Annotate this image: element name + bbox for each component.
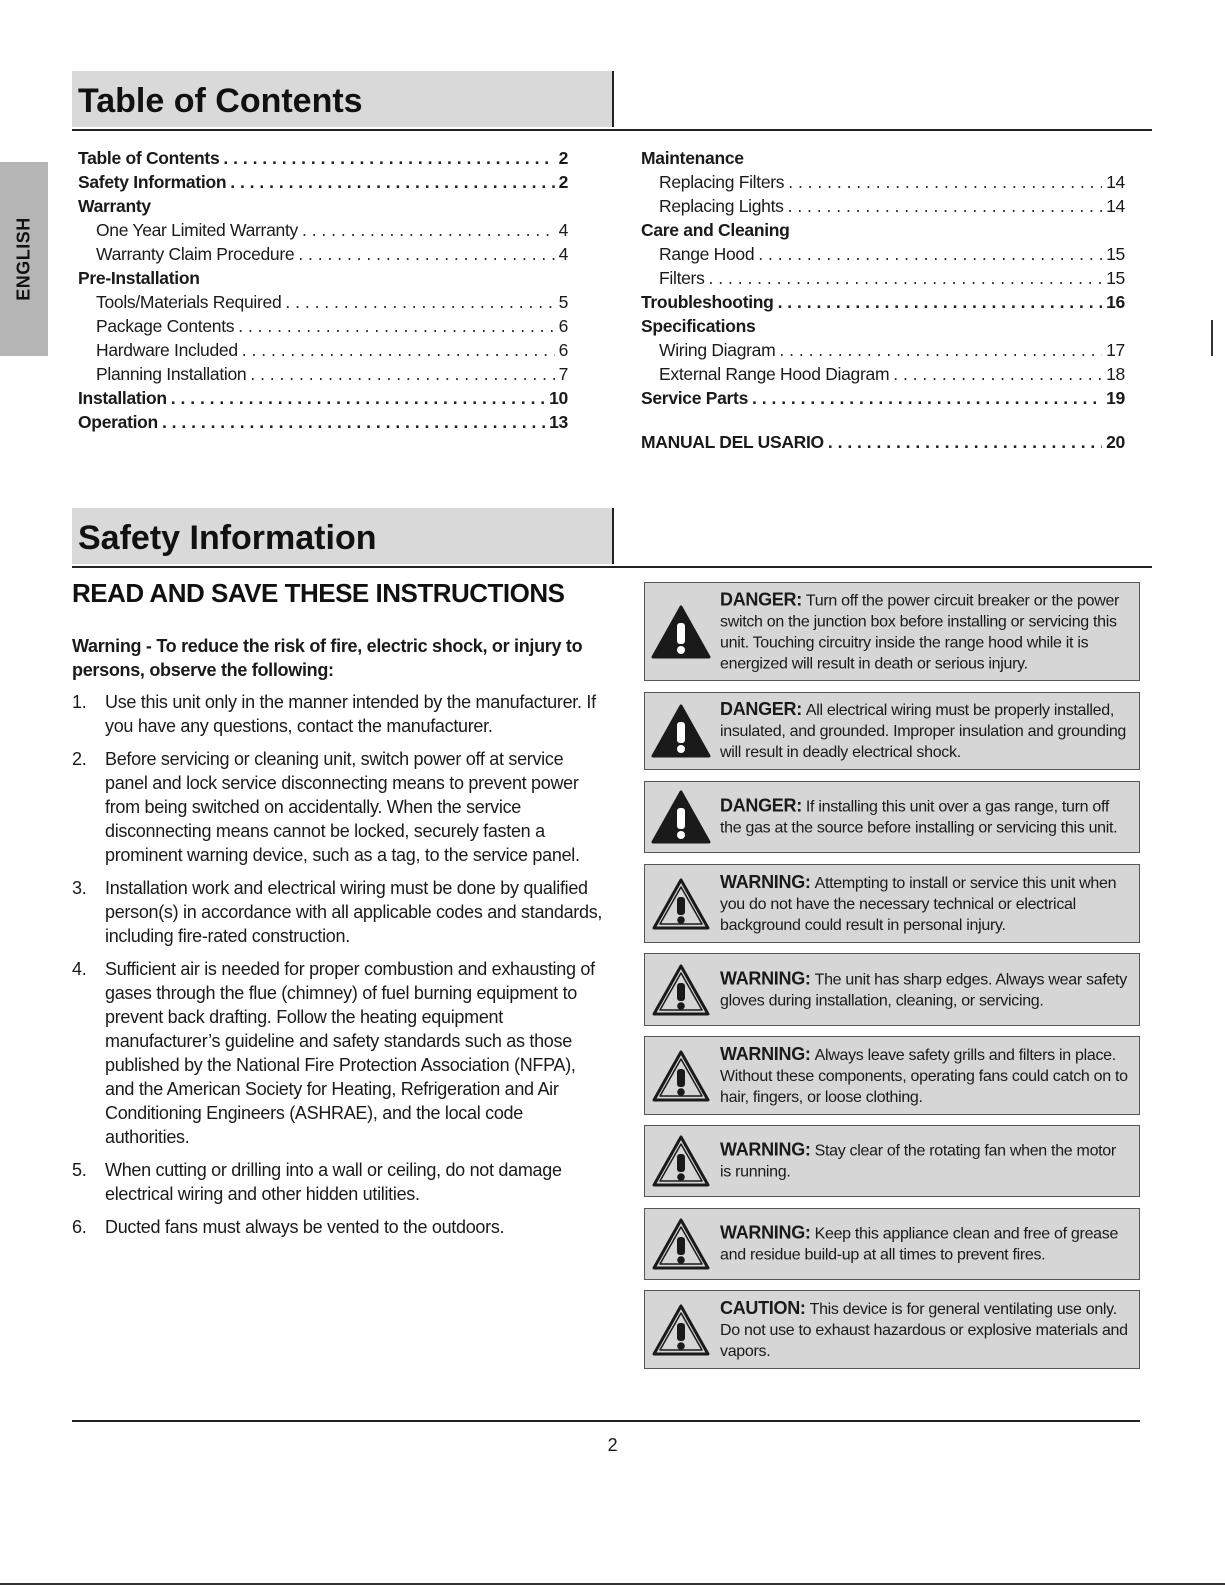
toc-entry-page: 19: [1106, 388, 1125, 408]
warning-notice: [644, 864, 1140, 943]
instruction-item: [72, 747, 607, 867]
toc-entry-label: Troubleshooting: [641, 292, 774, 312]
toc-leader-dots: [752, 388, 1102, 409]
toc-entry: [78, 172, 568, 196]
instruction-number: 2.: [72, 749, 87, 769]
warning-intro: Warning - To reduce the risk of fire, electric shock, or injury to persons, observe the following:: [72, 636, 583, 680]
toc-entry-label: Table of Contents: [78, 148, 220, 168]
notice-text-block: [720, 699, 1131, 763]
toc-entry-label: Warranty: [78, 196, 151, 216]
toc-right-column: [641, 148, 1125, 456]
notice-text-block: [720, 1298, 1131, 1362]
notice-signal-word: CAUTION:: [720, 1297, 806, 1318]
notice-text: Always leave safety grills and filters in place. Without these components, operating fans could catch on to hair, fingers, or loose clothing.: [720, 1046, 1128, 1106]
toc-entry-page: 5: [558, 292, 568, 312]
toc-entry: [641, 268, 1125, 292]
toc-leader-dots: [778, 292, 1103, 313]
toc-entry-page: 2: [558, 148, 568, 168]
toc-entry: [78, 220, 568, 244]
safety-header-box: [72, 508, 614, 564]
toc-entry-label: Range Hood: [659, 244, 755, 264]
toc-entry-label: One Year Limited Warranty: [96, 220, 298, 240]
toc-entry: [641, 292, 1125, 316]
notice-signal-word: WARNING:: [720, 871, 811, 892]
instruction-number: 5.: [72, 1160, 87, 1180]
toc-entry-label: Specifications: [641, 316, 756, 336]
toc-entry-label: Hardware Included: [96, 340, 238, 360]
notice-text-block: [720, 1140, 1131, 1183]
caution-notice: [644, 1290, 1140, 1369]
toc-leader-dots: [242, 340, 555, 361]
toc-entry-page: 2: [558, 172, 568, 192]
instruction-text: Before servicing or cleaning unit, switch power off at service panel and lock service disconnecting means to prevent power from being switched on accidentally. When the service disconnecting means cannot be locked, securely fasten a prominent warning device, such as a tag, to the service panel.: [105, 749, 580, 865]
toc-entry-page: 14: [1106, 196, 1125, 216]
toc-entry-label: Wiring Diagram: [659, 340, 776, 360]
toc-entry-label: Pre-Installation: [78, 268, 200, 288]
warning-triangle-icon: [651, 1133, 711, 1189]
toc-entry-label: Filters: [659, 268, 705, 288]
notice-text: Stay clear of the rotating fan when the motor is running.: [720, 1142, 1116, 1181]
toc-leader-dots: [162, 412, 545, 433]
toc-entry: [78, 148, 568, 172]
toc-entry-label: Safety Information: [78, 172, 227, 192]
page-number: 2: [607, 1435, 618, 1455]
toc-entry-label: Replacing Filters: [659, 172, 785, 192]
notice-signal-word: DANGER:: [720, 699, 802, 719]
warning-triangle-icon: [651, 876, 711, 932]
notice-signal-word: DANGER:: [720, 795, 802, 816]
warning-triangle-icon: [651, 962, 711, 1018]
toc-entry: [78, 364, 568, 388]
toc-entry-page: 15: [1106, 268, 1125, 288]
toc-entry-page: 15: [1106, 244, 1125, 264]
instruction-list: [72, 690, 607, 1248]
toc-entry-page: 6: [558, 340, 568, 360]
notice-text: If installing this unit over a gas range, turn off the gas at the source before installing or servicing this unit.: [720, 798, 1118, 837]
toc-entry-label: Warranty Claim Procedure: [96, 244, 295, 264]
toc-entry-label: Service Parts: [641, 388, 749, 408]
instruction-text: Installation work and electrical wiring must be done by qualified person(s) in accordance with all applicable codes and standards, including fire-rated construction.: [105, 878, 603, 946]
warning-triangle-icon: [651, 1302, 711, 1358]
notice-signal-word: WARNING:: [720, 1139, 811, 1160]
warning-notice: [644, 953, 1140, 1026]
warning-triangle-icon: [651, 1216, 711, 1272]
toc-leader-dots: [223, 148, 554, 169]
instruction-text: Use this unit only in the manner intended by the manufacturer. If you have any questions, contact the manufacturer.: [105, 692, 596, 736]
notice-signal-word: WARNING:: [720, 1222, 811, 1243]
danger-triangle-icon: [651, 604, 711, 660]
toc-leader-dots: [298, 244, 554, 265]
toc-entry-label: External Range Hood Diagram: [659, 364, 890, 384]
notice-text-block: [720, 1044, 1131, 1108]
toc-leader-dots: [171, 388, 545, 409]
toc-entry-page: 6: [558, 316, 568, 336]
warning-notice: [644, 1208, 1140, 1280]
toc-entry: [78, 340, 568, 364]
instruction-item: [72, 690, 607, 738]
toc-entry-label: MANUAL DEL USARIO: [641, 432, 824, 452]
toc-title: Table of Contents: [78, 82, 363, 120]
toc-entry-label: Care and Cleaning: [641, 220, 790, 240]
read-save-heading: READ AND SAVE THESE INSTRUCTIONS: [72, 578, 565, 608]
instruction-number: 6.: [72, 1217, 87, 1237]
notice-text: Turn off the power circuit breaker or the power switch on the junction box before installing or servicing this unit. Touching circuitry inside the range hood while it is energized will result in death or serious injury.: [720, 592, 1120, 672]
notice-signal-word: WARNING:: [720, 968, 811, 988]
notice-text-block: [720, 1223, 1131, 1266]
language-tab: [0, 162, 48, 356]
toc-entry-label: Tools/Materials Required: [96, 292, 282, 312]
toc-entry: [641, 364, 1125, 388]
toc-entry-label: Installation: [78, 388, 167, 408]
notice-text-block: [720, 589, 1131, 674]
instruction-item: [72, 1215, 607, 1239]
notice-text: Keep this appliance clean and free of grease and residue build-up at all times to prevent fires.: [720, 1225, 1119, 1264]
toc-entry: [78, 244, 568, 268]
notice-signal-word: WARNING:: [720, 1043, 811, 1064]
toc-entry-page: 4: [558, 244, 568, 264]
toc-leader-dots: [758, 244, 1102, 265]
toc-header-box: [72, 71, 614, 127]
notice-text: All electrical wiring must be properly installed, insulated, and grounded. Improper insulation and grounding will result in deadly electrical shock.: [720, 702, 1127, 761]
toc-entry-label: Maintenance: [641, 148, 744, 168]
toc-entry-page: 10: [549, 388, 568, 408]
toc-entry: [641, 148, 1125, 172]
toc-entry-page: 20: [1106, 432, 1125, 452]
toc-left-column: [78, 148, 568, 436]
instruction-number: 4.: [72, 959, 87, 979]
warning-notice: [644, 1036, 1140, 1115]
toc-leader-dots: [238, 316, 554, 337]
toc-entry: [78, 412, 568, 436]
toc-entry: [641, 244, 1125, 268]
toc-leader-dots: [893, 364, 1102, 385]
toc-entry-page: 18: [1106, 364, 1125, 384]
safety-header: [72, 508, 1152, 568]
toc-leader-dots: [230, 172, 554, 193]
danger-triangle-icon: [651, 789, 711, 845]
toc-entry: [78, 268, 568, 292]
toc-header: [72, 71, 1152, 131]
instruction-number: 1.: [72, 692, 87, 712]
toc-leader-dots: [250, 364, 554, 385]
page-edge-mark: [1211, 320, 1213, 356]
danger-notice: [644, 692, 1140, 770]
toc-entry: [641, 340, 1125, 364]
toc-entry-page: 16: [1106, 292, 1125, 312]
toc-entry-page: 4: [558, 220, 568, 240]
toc-leader-dots: [302, 220, 555, 241]
instruction-text: Ducted fans must always be vented to the outdoors.: [105, 1217, 505, 1237]
toc-entry: [78, 388, 568, 412]
notice-text: Attempting to install or service this unit when you do not have the necessary technical or electrical background could result in personal injury.: [720, 874, 1117, 934]
instruction-item: [72, 876, 607, 948]
toc-entry: [641, 220, 1125, 244]
danger-notice: [644, 582, 1140, 681]
instruction-number: 3.: [72, 878, 87, 898]
notice-text-block: [720, 872, 1131, 936]
toc-entry: [641, 316, 1125, 340]
toc-entry-page: 14: [1106, 172, 1125, 192]
toc-leader-dots: [788, 196, 1103, 217]
toc-entry-label: Replacing Lights: [659, 196, 784, 216]
toc-entry: [78, 196, 568, 220]
toc-entry-page: 13: [549, 412, 568, 432]
toc-entry-page: 17: [1106, 340, 1125, 360]
toc-entry: [641, 388, 1125, 412]
toc-entry-label: Operation: [78, 412, 158, 432]
instruction-item: [72, 957, 607, 1149]
danger-triangle-icon: [651, 703, 711, 759]
instruction-text: When cutting or drilling into a wall or ceiling, do not damage electrical wiring and other hidden utilities.: [105, 1160, 562, 1204]
toc-leader-dots: [788, 172, 1102, 193]
notice-text: This device is for general ventilating use only. Do not use to exhaust hazardous or explosive materials and vapors.: [720, 1300, 1128, 1360]
toc-leader-dots: [285, 292, 554, 313]
warning-notice: [644, 1125, 1140, 1197]
notice-text-block: [720, 968, 1131, 1011]
toc-leader-dots: [828, 432, 1102, 453]
toc-entry: [641, 432, 1125, 456]
toc-leader-dots: [779, 340, 1102, 361]
language-tab-label: ENGLISH: [13, 217, 34, 301]
warning-triangle-icon: [651, 1048, 711, 1104]
toc-entry-label: Package Contents: [96, 316, 235, 336]
toc-entry: [641, 172, 1125, 196]
notice-text-block: [720, 796, 1131, 839]
toc-spacer: [641, 412, 1125, 432]
toc-entry-label: Planning Installation: [96, 364, 247, 384]
toc-leader-dots: [709, 268, 1103, 289]
toc-entry-page: 7: [558, 364, 568, 384]
safety-title: Safety Information: [78, 519, 377, 557]
instruction-item: [72, 1158, 607, 1206]
toc-entry: [641, 196, 1125, 220]
notice-signal-word: DANGER:: [720, 589, 802, 609]
notice-text: The unit has sharp edges. Always wear safety gloves during installation, cleaning, or servicing.: [720, 971, 1127, 1009]
toc-entry: [78, 316, 568, 340]
instruction-text: Sufficient air is needed for proper combustion and exhausting of gases through the flue (chimney) of fuel burning equipment to prevent back drafting. Follow the heating equipment manufacturer’s guideline and safety standards such as those published by the National Fire Protection Association (NFPA), and the American Society for Heating, Refrigeration and Air Conditioning Engineers (ASHRAE), and the local code authorities.: [105, 959, 595, 1147]
footer-rule: [72, 1420, 1140, 1422]
danger-notice: [644, 781, 1140, 853]
toc-entry: [78, 292, 568, 316]
